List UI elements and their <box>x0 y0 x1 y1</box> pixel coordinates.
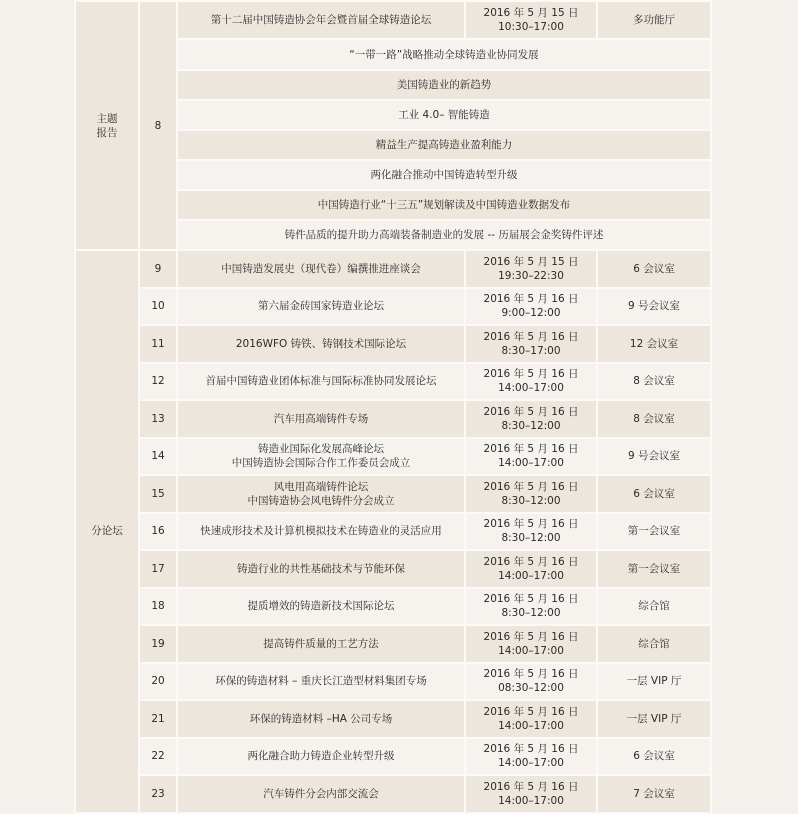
session-date: 2016 年 5 月 16 日 <box>483 330 579 343</box>
session-title <box>177 663 465 701</box>
topic-title: 中国铸造行业“十三五”规划解读及中国铸造业数据发布 <box>177 190 711 220</box>
session-title <box>177 513 465 551</box>
session-venue: 12 会议室 <box>597 325 711 363</box>
table-row <box>75 550 711 588</box>
session-title <box>177 738 465 776</box>
session-datetime <box>465 550 597 588</box>
table-row <box>75 738 711 776</box>
session-datetime <box>465 625 597 663</box>
table-row <box>75 288 711 326</box>
session-venue: 9 号会议室 <box>597 438 711 476</box>
session-time: 14:00–17:00 <box>498 644 564 657</box>
session-time: 8:30–12:00 <box>501 532 561 545</box>
session-venue: 8 会议室 <box>597 363 711 401</box>
row-number: 18 <box>139 588 177 626</box>
session-title-line: 环保的铸造材料 –HA 公司专场 <box>249 712 393 725</box>
row-number: 23 <box>139 775 177 813</box>
session-time: 14:00–17:00 <box>498 457 564 470</box>
section-label-main: 主题 报告 <box>75 1 139 250</box>
session-venue: 一层 VIP 厅 <box>597 663 711 701</box>
row-number: 9 <box>139 250 177 288</box>
topic-title: “一带一路”战略推动全球铸造业协同发展 <box>177 39 711 70</box>
session-venue: 9 号会议室 <box>597 288 711 326</box>
session-time: 14:00–17:00 <box>498 382 564 395</box>
session-title-line: 两化融合助力铸造企业转型升级 <box>247 750 395 763</box>
row-number: 17 <box>139 550 177 588</box>
session-time: 10:30–17:00 <box>498 21 564 33</box>
session-venue: 综合馆 <box>597 588 711 626</box>
session-venue: 7 会议室 <box>597 775 711 813</box>
session-title-line: 快速成形技术及计算机模拟技术在铸造业的灵活应用 <box>200 525 442 538</box>
topic-title: 两化融合推动中国铸造转型升级 <box>177 160 711 190</box>
session-datetime <box>465 325 597 363</box>
session-date: 2016 年 5 月 16 日 <box>483 518 579 531</box>
row-number: 15 <box>139 475 177 513</box>
session-date: 2016 年 5 月 16 日 <box>483 443 579 456</box>
session-time: 14:00–17:00 <box>498 794 564 807</box>
session-title-line: 中国铸造发展史（现代卷）编撰推进座谈会 <box>221 262 421 275</box>
session-time: 9:00–12:00 <box>501 307 561 320</box>
row-number: 21 <box>139 700 177 738</box>
session-time: 8:30–12:00 <box>501 419 561 432</box>
session-title <box>177 475 465 513</box>
table-row <box>75 1 711 39</box>
topic-title: 铸件品质的提升助力高端装备制造业的发展 -- 历届展会金奖铸件评述 <box>177 220 711 250</box>
session-venue: 综合馆 <box>597 625 711 663</box>
session-title-line: 中国铸造协会国际合作工作委员会成立 <box>231 457 411 470</box>
table-row <box>75 250 711 288</box>
topic-title: 精益生产提高铸造业盈利能力 <box>177 130 711 160</box>
session-title <box>177 625 465 663</box>
session-venue: 6 会议室 <box>597 475 711 513</box>
session-time: 8:30–12:00 <box>501 494 561 507</box>
session-title <box>177 400 465 438</box>
section-label-forum: 分论坛 <box>75 250 139 813</box>
session-time: 14:00–17:00 <box>498 719 564 732</box>
session-time: 14:00–17:00 <box>498 569 564 582</box>
session-datetime <box>465 288 597 326</box>
session-title <box>177 775 465 813</box>
session-title-line: 铸造行业的共性基础技术与节能环保 <box>237 562 405 575</box>
row-number: 14 <box>139 438 177 476</box>
session-title-line: 铸造业国际化发展高峰论坛 <box>258 443 384 456</box>
session-title-line: 汽车用高端铸件专场 <box>273 412 369 425</box>
session-venue: 第一会议室 <box>597 513 711 551</box>
session-datetime <box>465 1 597 39</box>
row-number: 11 <box>139 325 177 363</box>
table-row <box>75 363 711 401</box>
session-date: 2016 年 5 月 15 日 <box>483 7 579 19</box>
table-row <box>75 588 711 626</box>
session-title-line: 提高铸件质量的工艺方法 <box>263 637 379 650</box>
session-date: 2016 年 5 月 16 日 <box>483 668 579 681</box>
session-time: 14:00–17:00 <box>498 757 564 770</box>
session-time: 8:30–12:00 <box>501 607 561 620</box>
row-number: 20 <box>139 663 177 701</box>
session-title-line: 环保的铸造材料 – 重庆长江造型材料集团专场 <box>215 675 427 688</box>
session-title-line: 2016WFO 铸铁、铸钢技术国际论坛 <box>235 337 407 350</box>
session-venue: 8 会议室 <box>597 400 711 438</box>
session-date: 2016 年 5 月 16 日 <box>483 743 579 756</box>
session-date: 2016 年 5 月 16 日 <box>483 780 579 793</box>
session-title <box>177 288 465 326</box>
session-datetime <box>465 738 597 776</box>
session-date: 2016 年 5 月 16 日 <box>483 630 579 643</box>
row-number: 10 <box>139 288 177 326</box>
table-row <box>75 513 711 551</box>
session-datetime <box>465 363 597 401</box>
session-date: 2016 年 5 月 16 日 <box>483 368 579 381</box>
session-date: 2016 年 5 月 16 日 <box>483 480 579 493</box>
session-datetime <box>465 438 597 476</box>
session-venue: 6 会议室 <box>597 250 711 288</box>
session-title-line: 提质增效的铸造新技术国际论坛 <box>247 600 395 613</box>
session-date: 2016 年 5 月 16 日 <box>483 405 579 418</box>
row-number: 16 <box>139 513 177 551</box>
session-venue: 一层 VIP 厅 <box>597 700 711 738</box>
session-title <box>177 438 465 476</box>
table-row <box>75 475 711 513</box>
session-datetime <box>465 700 597 738</box>
session-venue: 6 会议室 <box>597 738 711 776</box>
session-date: 2016 年 5 月 15 日 <box>483 255 579 268</box>
session-title <box>177 325 465 363</box>
session-time: 08:30–12:00 <box>498 682 564 695</box>
table-row <box>75 700 711 738</box>
session-title <box>177 700 465 738</box>
session-title-line: 风电用高端铸件论坛 <box>273 480 369 493</box>
session-datetime <box>465 513 597 551</box>
session-date: 2016 年 5 月 16 日 <box>483 593 579 606</box>
session-title-line: 第六届金砖国家铸造业论坛 <box>258 300 384 313</box>
table-row <box>75 438 711 476</box>
table-row <box>75 663 711 701</box>
row-number: 19 <box>139 625 177 663</box>
session-venue: 第一会议室 <box>597 550 711 588</box>
session-time: 19:30–22:30 <box>498 269 564 282</box>
topic-title: 工业 4.0– 智能铸造 <box>177 100 711 130</box>
schedule-body <box>75 1 711 813</box>
session-title <box>177 550 465 588</box>
session-title <box>177 588 465 626</box>
session-title-line: 首届中国铸造业团体标准与国际标准协同发展论坛 <box>205 375 437 388</box>
row-number: 22 <box>139 738 177 776</box>
session-title-line: 汽车铸件分会内部交流会 <box>263 787 379 800</box>
session-title <box>177 363 465 401</box>
session-datetime <box>465 775 597 813</box>
schedule-table <box>74 0 712 814</box>
table-row <box>75 775 711 813</box>
session-datetime <box>465 663 597 701</box>
table-row <box>75 400 711 438</box>
session-datetime <box>465 588 597 626</box>
session-datetime <box>465 250 597 288</box>
session-date: 2016 年 5 月 16 日 <box>483 705 579 718</box>
session-time: 8:30–17:00 <box>501 344 561 357</box>
table-row <box>75 325 711 363</box>
session-venue: 多功能厅 <box>597 1 711 39</box>
row-number: 8 <box>139 1 177 250</box>
topic-title: 美国铸造业的新趋势 <box>177 70 711 100</box>
session-title <box>177 250 465 288</box>
session-datetime <box>465 475 597 513</box>
session-datetime <box>465 400 597 438</box>
session-title: 第十二届中国铸造协会年会暨首届全球铸造论坛 <box>177 1 465 39</box>
session-title-line: 中国铸造协会风电铸件分会成立 <box>247 494 395 507</box>
session-date: 2016 年 5 月 16 日 <box>483 293 579 306</box>
table-row <box>75 625 711 663</box>
session-date: 2016 年 5 月 16 日 <box>483 555 579 568</box>
row-number: 13 <box>139 400 177 438</box>
row-number: 12 <box>139 363 177 401</box>
